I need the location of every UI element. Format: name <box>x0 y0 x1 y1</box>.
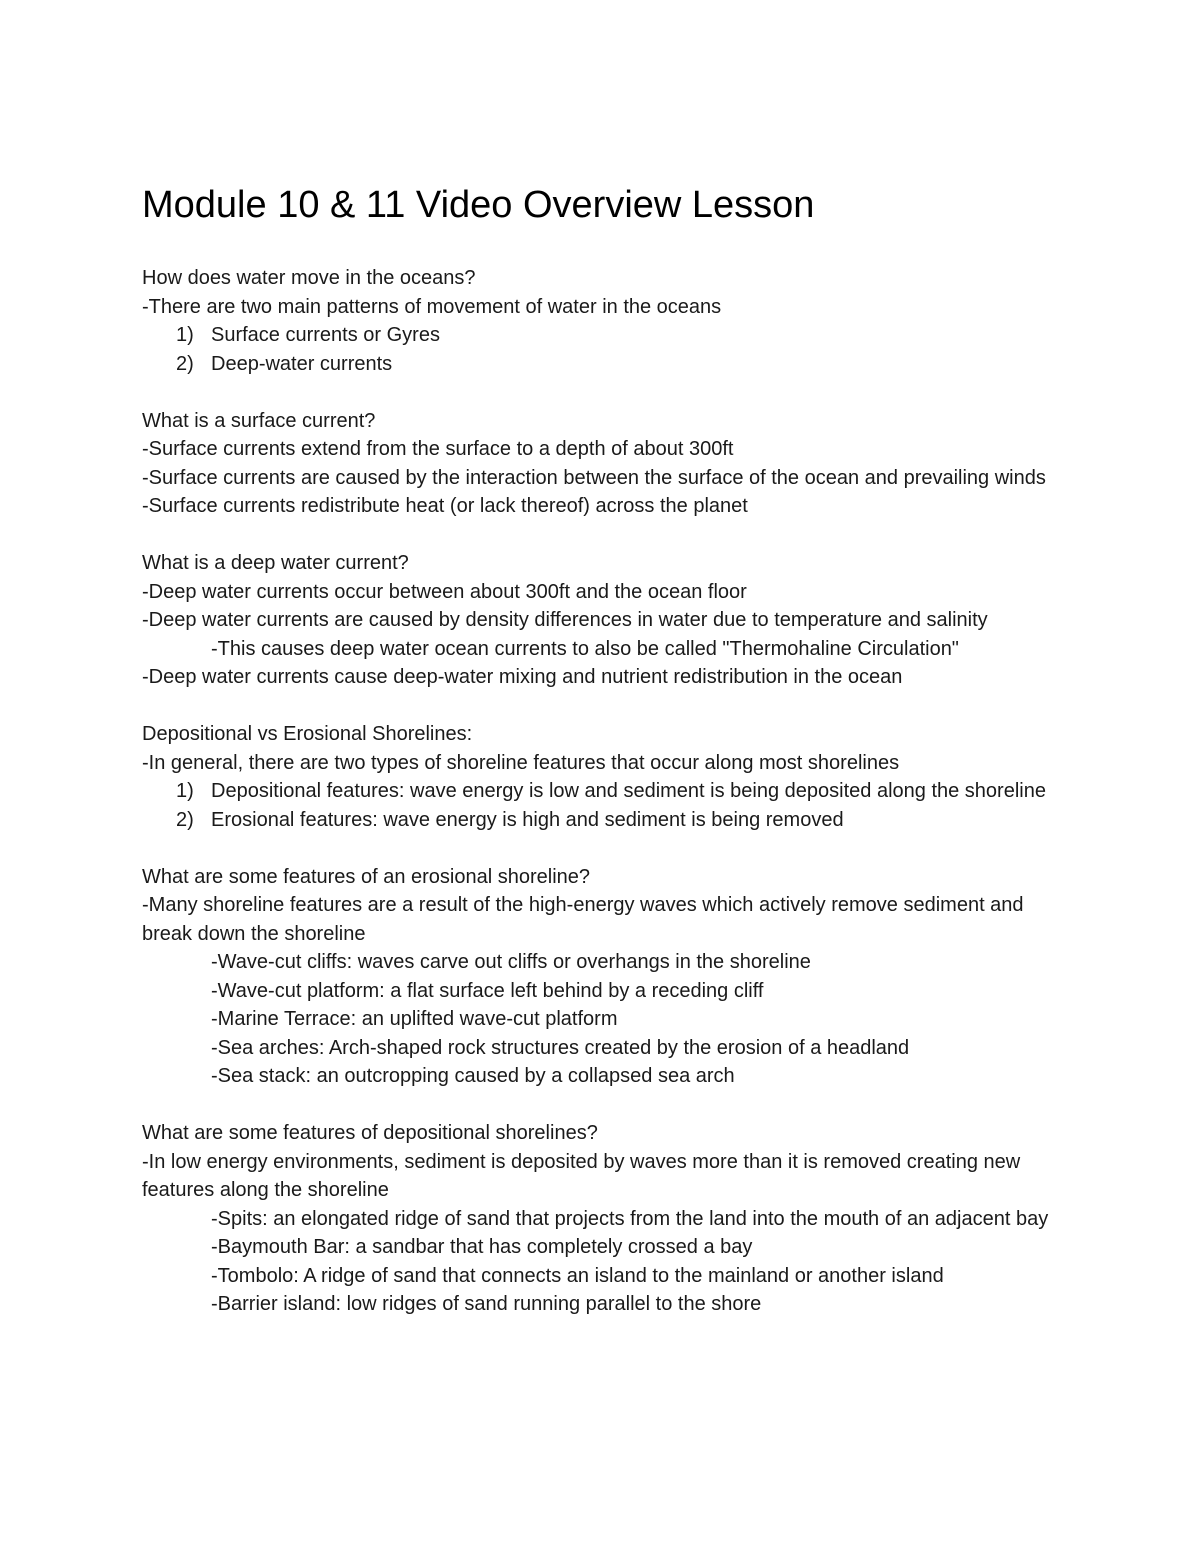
sub-bullet-text: -Barrier island: low ridges of sand running parallel to the shore <box>211 1293 762 1315</box>
sub-bullet-text: -Spits: an elongated ridge of sand that projects from the land into the mouth of an adjacent bay <box>211 1207 1049 1230</box>
bullet-text: -In general, there are two types of shoreline features that occur along most shorelines <box>142 751 900 774</box>
bullet-text: -Surface currents redistribute heat (or lack thereof) across the planet <box>142 495 748 517</box>
sub-bullet-text: -Sea stack: an outcropping caused by a collapsed sea arch <box>211 1065 735 1087</box>
section-heading: What are some features of depositional shorelines? <box>142 1122 598 1144</box>
paragraph-gap <box>142 378 1072 407</box>
sub-bullet-text: -Marine Terrace: an uplifted wave-cut platform <box>211 1008 618 1030</box>
list-item <box>142 321 1072 350</box>
list-number: 1) <box>176 780 194 802</box>
list-item-text: Erosional features: wave energy is high and sediment is being removed <box>211 808 844 831</box>
list-item <box>142 350 1072 379</box>
sub-bullet-text: -Tombolo: A ridge of sand that connects an island to the mainland or another island <box>211 1264 944 1287</box>
bullet-text: -Many shoreline features are a result of the high-energy waves which actively remove sediment and break down the shoreline <box>142 894 1024 945</box>
sub-bullet-text: -Sea arches: Arch-shaped rock structures created by the erosion of a headland <box>211 1036 910 1059</box>
list-item-text: Surface currents or Gyres <box>211 324 440 346</box>
list-item-text: Deep-water currents <box>211 352 393 375</box>
sub-bullet-text: -Wave-cut platform: a flat surface left behind by a receding cliff <box>211 979 764 1002</box>
sub-bullet-text: -Wave-cut cliffs: waves carve out cliffs or overhangs in the shoreline <box>211 951 811 973</box>
paragraph-gap <box>142 692 1072 721</box>
bullet-text: -Surface currents extend from the surface to a depth of about 300ft <box>142 438 734 460</box>
paragraph-gap <box>142 1091 1072 1120</box>
bullet-text: -Deep water currents occur between about 300ft and the ocean floor <box>142 580 747 603</box>
list-item <box>142 806 1072 835</box>
list-item-text: Depositional features: wave energy is low and sediment is being deposited along the shoreline <box>211 780 1046 802</box>
bullet-text: -There are two main patterns of movement of water in the oceans <box>142 295 722 318</box>
document-title: Module 10 & 11 Video Overview Lesson <box>142 184 815 226</box>
sub-bullet-text: -This causes deep water ocean currents to also be called "Thermohaline Circulation" <box>211 637 959 660</box>
bullet-text: -Surface currents are caused by the interaction between the surface of the ocean and prevailing winds <box>142 466 1046 489</box>
paragraph-gap <box>142 521 1072 550</box>
section-heading: What is a surface current? <box>142 409 376 432</box>
bullet-text: -Deep water currents are caused by density differences in water due to temperature and salinity <box>142 609 988 631</box>
section-heading: What is a deep water current? <box>142 552 409 574</box>
section-heading: How does water move in the oceans? <box>142 267 476 289</box>
list-item <box>142 777 1072 806</box>
sub-bullet-text: -Baymouth Bar: a sandbar that has completely crossed a bay <box>211 1236 753 1258</box>
section-heading: Depositional vs Erosional Shorelines: <box>142 723 473 745</box>
document-body <box>142 264 1072 1319</box>
section-heading: What are some features of an erosional shoreline? <box>142 865 591 888</box>
bullet-text: -Deep water currents cause deep-water mixing and nutrient redistribution in the ocean <box>142 666 903 688</box>
list-number: 1) <box>176 324 194 346</box>
paragraph-gap <box>142 834 1072 863</box>
bullet-text: -In low energy environments, sediment is deposited by waves more than it is removed creating new features along the shoreline <box>142 1150 1021 1201</box>
list-number: 2) <box>176 808 194 831</box>
list-number: 2) <box>176 352 194 375</box>
